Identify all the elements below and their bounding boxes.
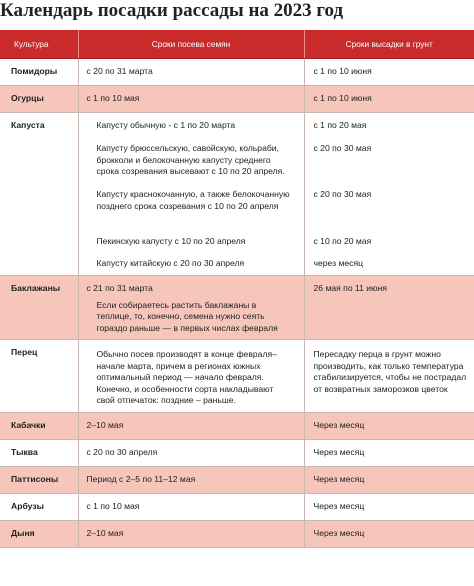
planting-cell <box>304 275 474 340</box>
sowing-text: Капусту краснокочанную, а также белокочанную позднего срока созревания с 10 по 20 апреля <box>96 189 290 211</box>
planting-calendar-table <box>0 30 474 548</box>
planting-text: с 1 по 10 июня <box>313 66 372 76</box>
table-header-row <box>0 30 474 59</box>
planting-cell <box>304 466 474 493</box>
crop-name: Тыква <box>0 439 78 466</box>
header-sowing: Сроки посева семян <box>78 30 304 59</box>
sowing-text: с 1 по 10 мая <box>86 93 140 103</box>
table-row <box>0 86 474 113</box>
planting-text: с 20 по 30 мая <box>313 189 372 199</box>
sowing-cell <box>78 275 304 340</box>
sowing-text: Капусту брюссельскую, савойскую, кольраби, брокколи и белокочанную капусту среднего срока созревания высевают с 10 по 20 апреля. <box>96 143 285 176</box>
sowing-text: Обычно посев производят в конце февраля– начале марта, причем в регионах южных оптимальный период — начало февраля. Конечно, и особенности сорта накладывают свой отпечаток: поздние – раньше. <box>96 349 277 405</box>
planting-text: через месяц <box>313 258 364 268</box>
table-row <box>0 493 474 520</box>
table-row <box>0 520 474 547</box>
planting-text: с 10 по 20 мая <box>313 236 372 246</box>
sowing-cell <box>78 439 304 466</box>
crop-name: Кабачки <box>0 412 78 439</box>
planting-text: Через месяц <box>313 527 365 538</box>
planting-cell <box>304 86 474 113</box>
planting-text: с 20 по 30 мая <box>313 143 372 153</box>
sowing-text: Если собираетесь растить баклажаны в теплице, то, конечно, семена нужно сеять гораздо раньше — в первых числах февраля <box>96 299 278 333</box>
planting-text: Через месяц <box>313 446 365 457</box>
table-row <box>0 59 474 86</box>
planting-text: с 1 по 20 мая <box>313 120 367 130</box>
sowing-cell <box>78 59 304 86</box>
crop-name: Огурцы <box>0 86 78 113</box>
sowing-text: с 1 по 10 мая <box>86 500 140 511</box>
table-row <box>0 275 474 340</box>
sowing-text: с 21 по 31 марта <box>86 282 153 293</box>
crop-name: Арбузы <box>0 493 78 520</box>
planting-text: с 1 по 10 июня <box>313 93 372 103</box>
planting-cell <box>304 340 474 413</box>
planting-text: Через месяц <box>313 500 365 511</box>
planting-cell <box>304 113 474 276</box>
sowing-cell <box>78 466 304 493</box>
table-row <box>0 412 474 439</box>
table-row <box>0 466 474 493</box>
header-crop: Культура <box>0 30 78 59</box>
planting-text: Пересадку перца в грунт можно производить, как только температура стабилизируется, чтобы не пострадал от возвратных заморозков цветок <box>313 349 467 394</box>
crop-name: Дыня <box>0 520 78 547</box>
planting-cell <box>304 520 474 547</box>
sowing-cell <box>78 86 304 113</box>
crop-name: Перец <box>0 340 78 413</box>
sowing-text: Пекинскую капусту с 10 по 20 апреля <box>96 236 246 246</box>
table-row <box>0 439 474 466</box>
sowing-cell <box>78 113 304 276</box>
crop-name: Паттисоны <box>0 466 78 493</box>
planting-text: Через месяц <box>313 419 365 430</box>
sowing-text: Период с 2–5 по 11–12 мая <box>86 473 196 484</box>
planting-cell <box>304 59 474 86</box>
crop-name: Баклажаны <box>0 275 78 340</box>
sowing-cell <box>78 493 304 520</box>
sowing-text: Капусту китайскую с 20 по 30 апреля <box>96 258 245 268</box>
table-row <box>0 113 474 276</box>
crop-name: Помидоры <box>0 59 78 86</box>
planting-text: Через месяц <box>313 473 365 484</box>
crop-name: Капуста <box>0 113 78 276</box>
sowing-text: с 20 по 31 марта <box>86 66 153 76</box>
planting-cell <box>304 493 474 520</box>
planting-text: 26 мая по 11 июня <box>313 282 387 293</box>
sowing-text: 2–10 мая <box>86 527 124 538</box>
planting-cell <box>304 412 474 439</box>
sowing-text: с 20 по 30 апреля <box>86 446 158 457</box>
sowing-cell <box>78 520 304 547</box>
sowing-text: Капусту обычную - с 1 по 20 марта <box>96 120 236 130</box>
table-row <box>0 340 474 413</box>
header-planting: Сроки высадки в грунт <box>304 30 474 59</box>
sowing-text: 2–10 мая <box>86 419 124 430</box>
sowing-cell <box>78 340 304 413</box>
planting-cell <box>304 439 474 466</box>
page-title: Календарь посадки рассады на 2023 год <box>0 0 344 21</box>
sowing-cell <box>78 412 304 439</box>
